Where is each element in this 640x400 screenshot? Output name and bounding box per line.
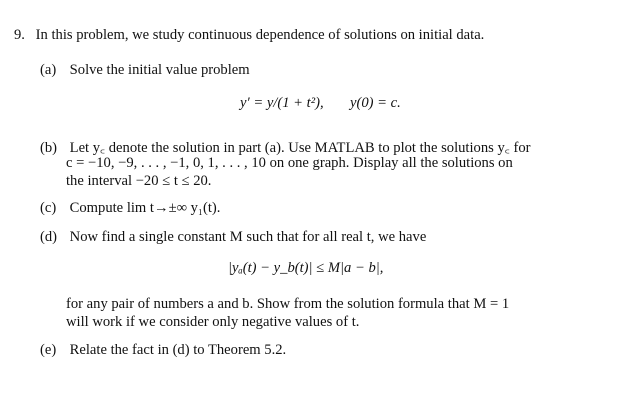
- part-b-line3: the interval −20 ≤ t ≤ 20.: [66, 173, 212, 189]
- problem-header: [14, 27, 484, 44]
- part-a-text: Solve the initial value problem: [69, 62, 250, 78]
- part-b-line1: Let y꜀ denote the solution in part (a). Use MATLAB to plot the solutions y꜀ for: [69, 140, 531, 156]
- part-a-label: (a): [40, 62, 57, 78]
- part-a-equation-right: y(0) = c.: [350, 95, 401, 111]
- problem-intro: In this problem, we study continuous dependence of solutions on initial data.: [35, 27, 485, 43]
- part-b-label: (b): [40, 140, 58, 156]
- part-d-line1: Now find a single constant M such that for all real t, we have: [69, 229, 427, 245]
- part-a: [40, 62, 250, 79]
- part-d-label: (d): [40, 229, 58, 245]
- part-e-text: Relate the fact in (d) to Theorem 5.2.: [69, 342, 287, 358]
- part-e: [40, 342, 286, 359]
- part-c: [40, 200, 220, 217]
- part-c-text: Compute lim t→±∞ y₁(t).: [69, 200, 221, 216]
- part-b-line2: c = −10, −9, . . . , −1, 0, 1, . . . , 10 on one graph. Display all the solutions on: [66, 155, 513, 171]
- part-d-line3: will work if we consider only negative values of t.: [66, 314, 360, 330]
- part-e-label: (e): [40, 342, 57, 358]
- part-d-equation: |yₐ(t) − y_b(t)| ≤ M|a − b|,: [228, 260, 384, 276]
- part-d-line2: for any pair of numbers a and b. Show from the solution formula that M = 1: [66, 296, 510, 312]
- problem-number: 9.: [14, 27, 25, 43]
- part-b: [40, 137, 530, 157]
- part-a-equation-left: y′ = y/(1 + t²),: [240, 95, 324, 111]
- part-c-label: (c): [40, 200, 57, 216]
- part-d: [40, 229, 426, 246]
